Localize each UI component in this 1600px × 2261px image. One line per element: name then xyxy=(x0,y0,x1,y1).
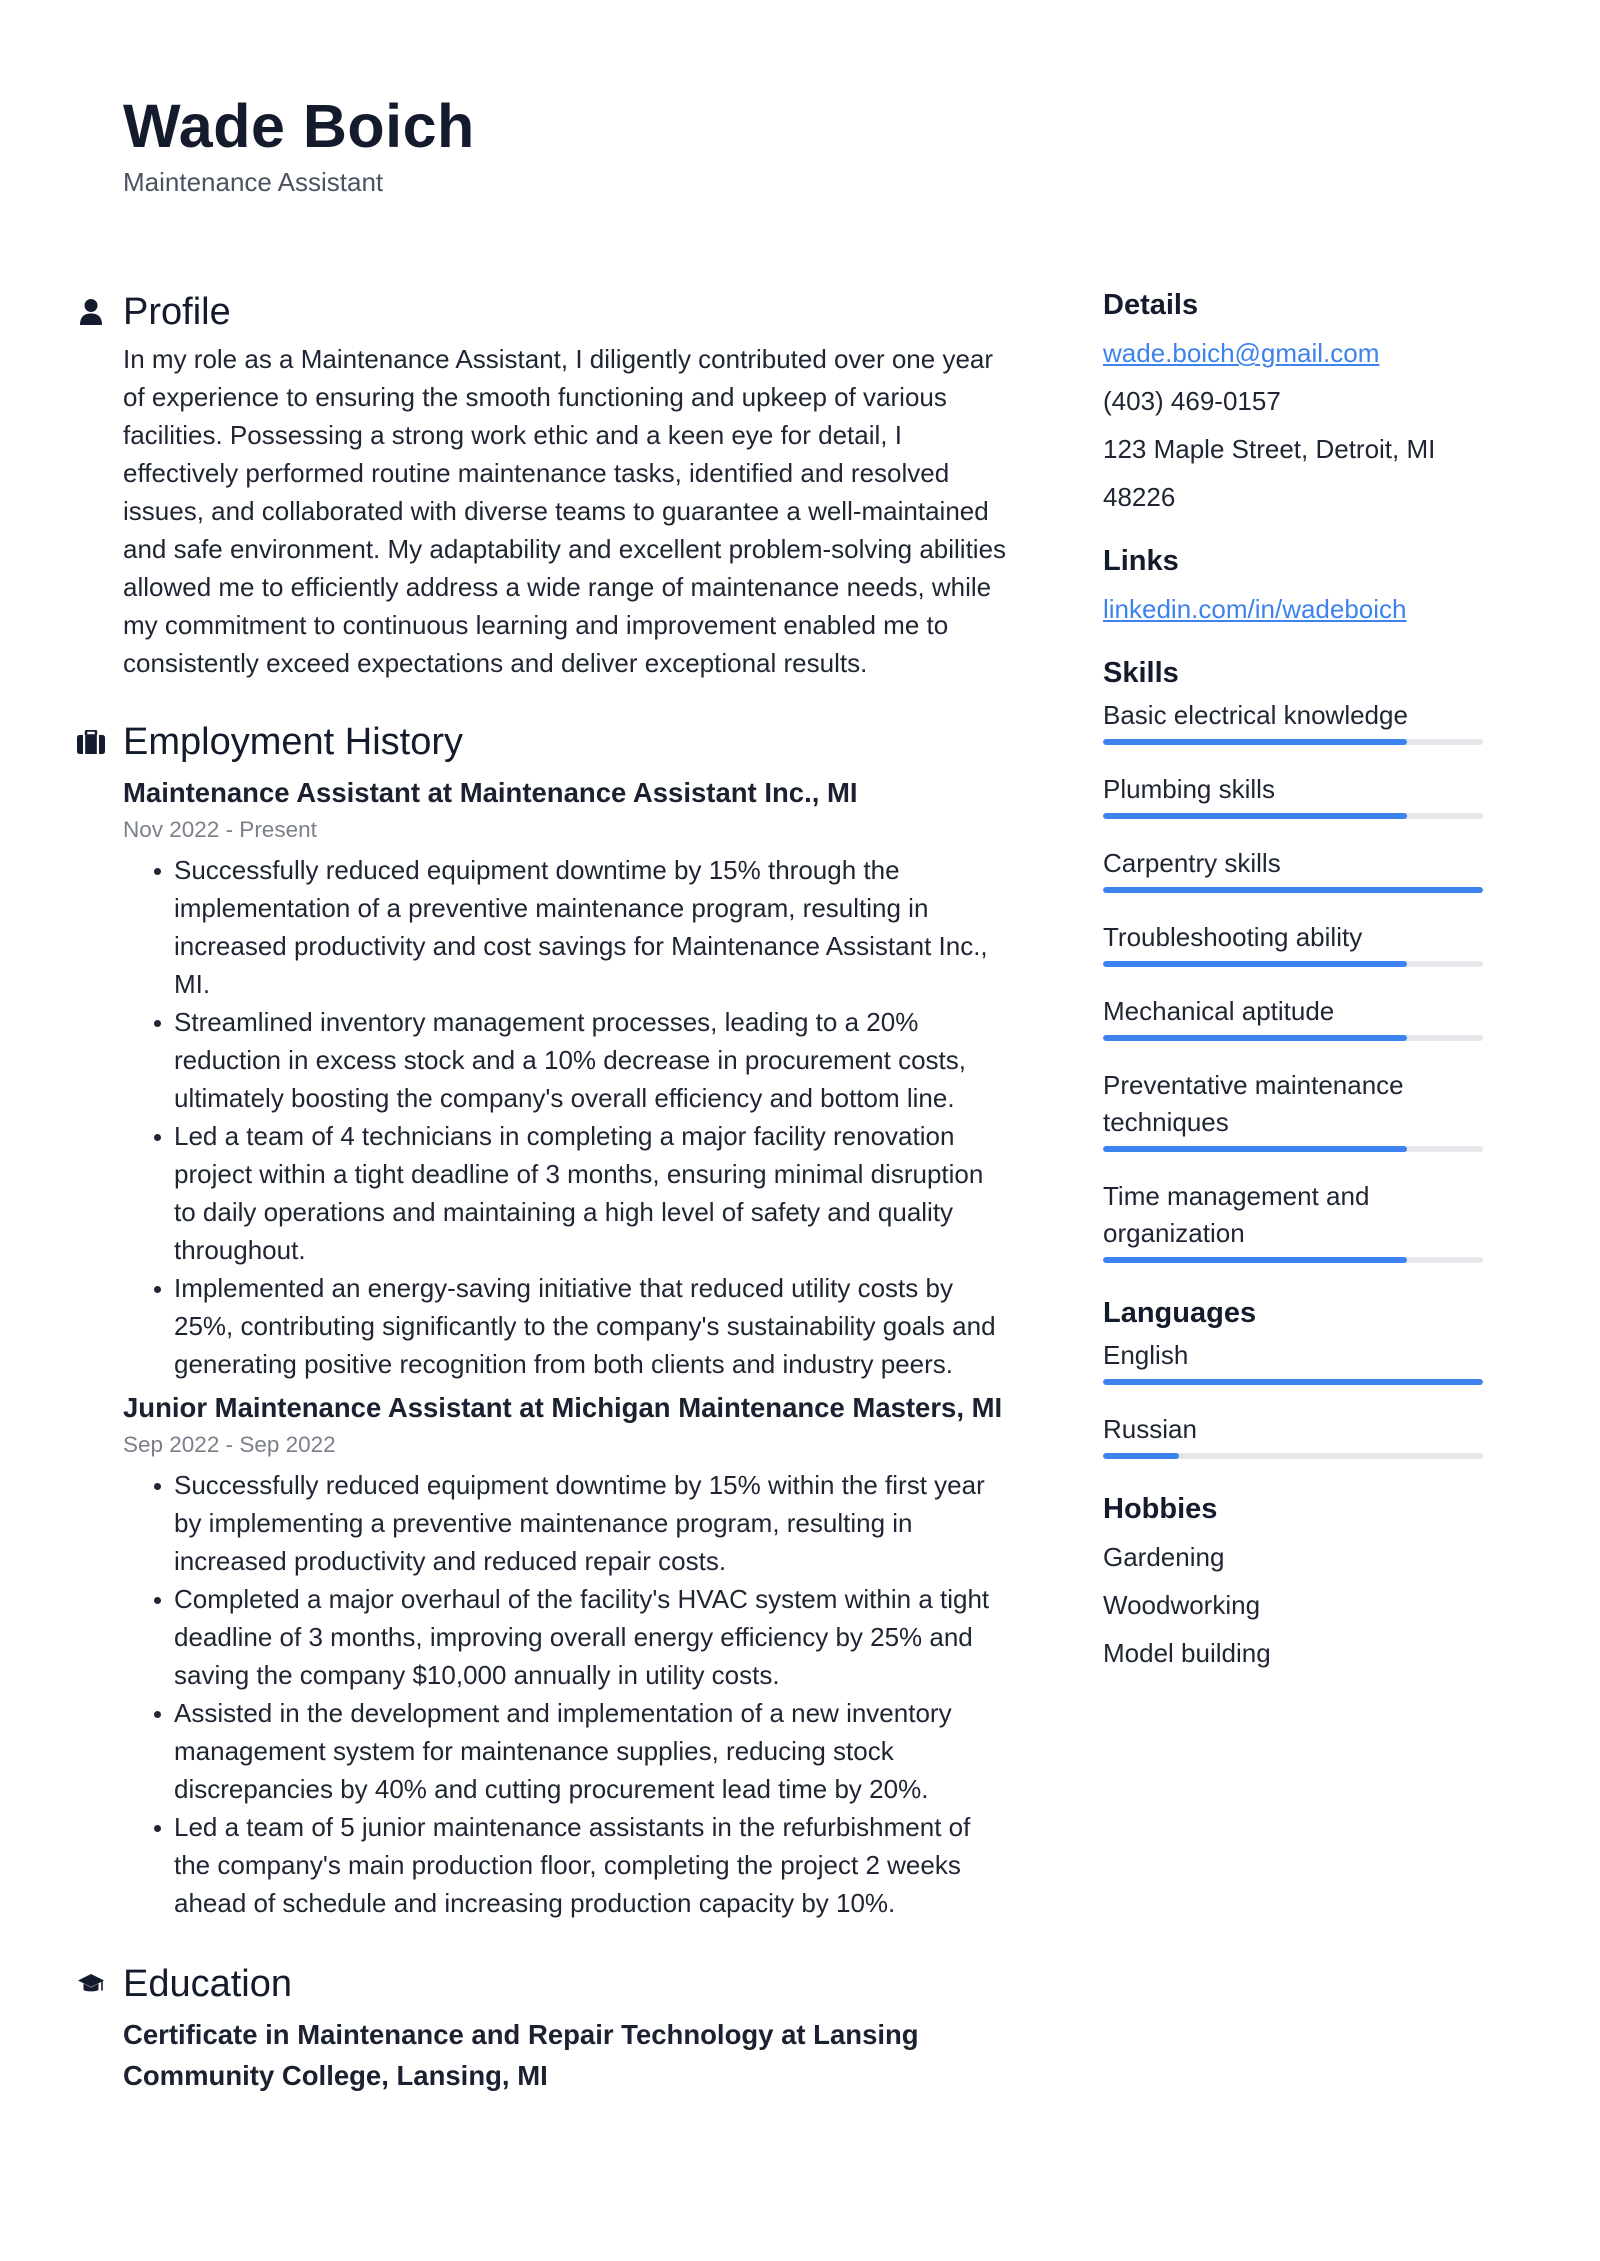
skill-level-fill xyxy=(1103,1035,1407,1041)
candidate-role: Maintenance Assistant xyxy=(123,167,384,197)
skill-level-bar xyxy=(1103,887,1483,893)
skill-label: Troubleshooting ability xyxy=(1103,922,1363,952)
resume-header xyxy=(123,92,475,198)
employment-section xyxy=(123,718,1008,1922)
profile-title: Profile xyxy=(123,291,231,333)
skill-item xyxy=(1103,1178,1503,1263)
skill-item xyxy=(1103,771,1503,819)
skill-item xyxy=(1103,993,1503,1041)
job-bullet: Successfully reduced equipment downtime by 15% within the first year by implementing a preventive maintenance program, resulting in increased productivity and reduced repair costs. xyxy=(123,1466,1008,1580)
job-bullet: Successfully reduced equipment downtime by 15% through the implementation of a preventive maintenance program, resulting in increased productivity and cost savings for Maintenance Assistant Inc., MI. xyxy=(123,851,1008,1003)
skill-level-bar xyxy=(1103,739,1483,745)
job-entry xyxy=(123,1387,1008,1922)
skill-label: Carpentry skills xyxy=(1103,848,1281,878)
graduation-cap-icon xyxy=(77,1970,105,1998)
skill-item xyxy=(1103,697,1503,745)
person-icon xyxy=(77,298,105,326)
hobby-item: Woodworking xyxy=(1103,1590,1261,1620)
skills-section xyxy=(1103,653,1503,1263)
job-dates: Sep 2022 - Sep 2022 xyxy=(123,1432,336,1457)
education-heading xyxy=(123,1960,1008,2008)
job-bullets xyxy=(123,851,1008,1383)
skill-item xyxy=(1103,845,1503,893)
details-email xyxy=(1103,329,1503,377)
skills-heading: Skills xyxy=(1103,657,1179,689)
sidebar-column xyxy=(1103,285,1503,1677)
links-heading: Links xyxy=(1103,545,1179,577)
skill-label: Time management and organization xyxy=(1103,1181,1370,1248)
skill-item xyxy=(1103,1067,1503,1152)
details-heading: Details xyxy=(1103,289,1199,321)
briefcase-icon xyxy=(77,728,105,756)
skill-level-fill xyxy=(1103,961,1407,967)
employment-title: Employment History xyxy=(123,721,463,763)
job-dates: Nov 2022 - Present xyxy=(123,817,317,842)
education-entry xyxy=(123,2014,1008,2096)
skill-level-fill xyxy=(1103,887,1483,893)
details-section xyxy=(1103,285,1503,521)
job-bullet: Led a team of 5 junior maintenance assistants in the refurbishment of the company's main production floor, completing the project 2 weeks ahead of schedule and increasing production capacity by 10%. xyxy=(123,1808,1008,1922)
skill-label: Basic electrical knowledge xyxy=(1103,700,1408,730)
skill-level-bar xyxy=(1103,1257,1483,1263)
job-bullet: Completed a major overhaul of the facility's HVAC system within a tight deadline of 3 months, improving overall energy efficiency by 25% and saving the company $10,000 annually in utility costs. xyxy=(123,1580,1008,1694)
language-item xyxy=(1103,1337,1503,1385)
hobbies-section xyxy=(1103,1489,1503,1677)
languages-section xyxy=(1103,1293,1503,1459)
languages-list xyxy=(1103,1337,1503,1459)
skills-list xyxy=(1103,697,1503,1263)
skill-level-bar xyxy=(1103,813,1483,819)
job-title: Junior Maintenance Assistant at Michigan Maintenance Masters, MI xyxy=(123,1392,1003,1423)
links-section xyxy=(1103,541,1503,633)
language-level-fill xyxy=(1103,1453,1179,1459)
skill-label: Preventative maintenance techniques xyxy=(1103,1070,1404,1137)
skill-level-bar xyxy=(1103,1146,1483,1152)
skill-label: Mechanical aptitude xyxy=(1103,996,1335,1026)
skill-level-bar xyxy=(1103,1035,1483,1041)
skill-level-fill xyxy=(1103,1146,1407,1152)
education-title-line: Certificate in Maintenance and Repair Technology at Lansing Community College, Lansing, MI xyxy=(123,2019,919,2091)
skill-level-fill xyxy=(1103,813,1407,819)
profile-heading xyxy=(123,288,1008,336)
skill-label: Plumbing skills xyxy=(1103,774,1275,804)
job-bullet: Implemented an energy-saving initiative that reduced utility costs by 25%, contributing significantly to the company's sustainability goals and generating positive recognition from both clients and industry peers. xyxy=(123,1269,1008,1383)
profile-section xyxy=(123,288,1008,682)
language-item xyxy=(1103,1411,1503,1459)
education-section xyxy=(123,1960,1008,2096)
details-address: 123 Maple Street, Detroit, MI 48226 xyxy=(1103,434,1436,512)
language-level-fill xyxy=(1103,1379,1483,1385)
job-bullet: Assisted in the development and implementation of a new inventory management system for maintenance supplies, reducing stock discrepancies by 40% and cutting procurement lead time by 20%. xyxy=(123,1694,1008,1808)
hobbies-list xyxy=(1103,1533,1503,1677)
job-bullets xyxy=(123,1466,1008,1922)
main-column xyxy=(123,288,1008,2096)
languages-heading: Languages xyxy=(1103,1297,1257,1329)
email-link[interactable]: wade.boich@gmail.com xyxy=(1103,338,1380,368)
hobbies-heading: Hobbies xyxy=(1103,1493,1218,1525)
skill-item xyxy=(1103,919,1503,967)
job-bullet: Streamlined inventory management processes, leading to a 20% reduction in excess stock and a 10% decrease in procurement costs, ultimately boosting the company's overall efficiency and bottom line. xyxy=(123,1003,1008,1117)
details-phone: (403) 469-0157 xyxy=(1103,386,1281,416)
job-title: Maintenance Assistant at Maintenance Assistant Inc., MI xyxy=(123,777,858,808)
language-label: Russian xyxy=(1103,1414,1197,1444)
employment-heading xyxy=(123,718,1008,766)
language-level-bar xyxy=(1103,1453,1483,1459)
language-label: English xyxy=(1103,1340,1189,1370)
job-bullet: Led a team of 4 technicians in completing a major facility renovation project within a tight deadline of 3 months, ensuring minimal disruption to daily operations and maintaining a high level of safety and quality throughout. xyxy=(123,1117,1008,1269)
skill-level-fill xyxy=(1103,739,1407,745)
candidate-name: Wade Boich xyxy=(123,92,475,160)
skill-level-bar xyxy=(1103,961,1483,967)
profile-summary: In my role as a Maintenance Assistant, I diligently contributed over one year of experience to ensuring the smooth functioning and upkeep of various facilities. Possessing a strong work ethic and a keen eye for detail, I effectively performed routine maintenance tasks, identified and resolved issues, and collaborated with diverse teams to guarantee a well-maintained and safe environment. My adaptability and excellent problem-solving abilities allowed me to efficiently address a wide range of maintenance needs, while my commitment to continuous learning and improvement enabled me to consistently exceed expectations and deliver exceptional results. xyxy=(123,344,1007,678)
language-level-bar xyxy=(1103,1379,1483,1385)
linkedin-link[interactable]: linkedin.com/in/wadeboich xyxy=(1103,594,1407,624)
skill-level-fill xyxy=(1103,1257,1407,1263)
job-entry xyxy=(123,772,1008,1383)
links-row xyxy=(1103,585,1503,633)
hobby-item: Model building xyxy=(1103,1638,1271,1668)
hobby-item: Gardening xyxy=(1103,1542,1225,1572)
education-title: Education xyxy=(123,1963,293,2005)
